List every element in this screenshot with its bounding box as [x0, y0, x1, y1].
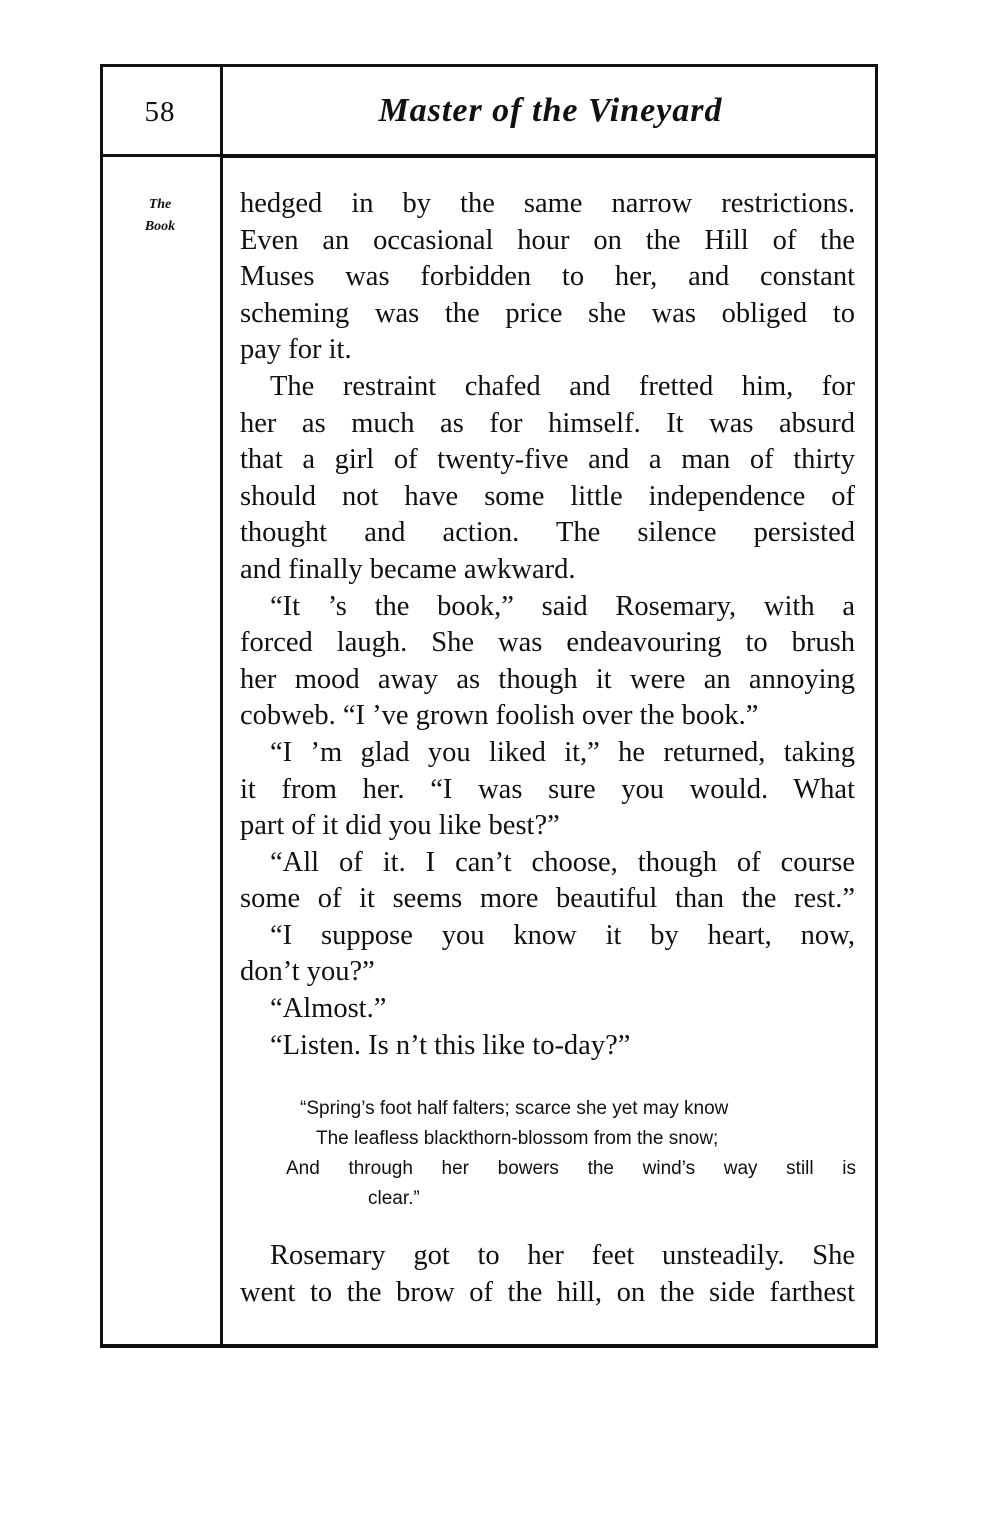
poem-line: The leafless blackthorn-blossom from the snow; — [316, 1128, 719, 1149]
text-line: it from her. “I was sure you would. What — [240, 773, 855, 805]
text-line: part of it did you like best?” — [240, 810, 560, 842]
body-text — [240, 186, 855, 1064]
sidenote-line: The — [148, 197, 172, 212]
margin-sidenote — [100, 194, 220, 238]
text-line: her mood away as though it were an annoying — [240, 663, 855, 695]
header-rule-left — [100, 154, 220, 157]
text-line: thought and action. The silence persisted — [240, 517, 855, 549]
text-line: Muses was forbidden to her, and constant — [240, 261, 855, 293]
text-line: “I ’m glad you liked it,” he returned, taking — [270, 736, 855, 768]
text-line: cobweb. “I ’ve grown foolish over the book.” — [240, 700, 759, 732]
body-text-continued — [240, 1238, 855, 1311]
margin-divider — [220, 64, 223, 1348]
header-rule-right — [223, 154, 878, 158]
text-line: forced laugh. She was endeavouring to brush — [240, 627, 855, 659]
text-line: don’t you?” — [240, 956, 375, 988]
text-line: some of it seems more beautiful than the rest.” — [240, 883, 855, 915]
text-line: “Listen. Is n’t this like to-day?” — [270, 1029, 631, 1061]
text-line: Rosemary got to her feet unsteadily. She — [270, 1240, 855, 1271]
quoted-poem — [286, 1094, 856, 1214]
text-line: “All of it. I can’t choose, though of course — [270, 846, 855, 878]
text-line: pay for it. — [240, 334, 352, 366]
text-line: should not have some little independence of — [240, 480, 855, 512]
text-line: “It ’s the book,” said Rosemary, with a — [270, 590, 855, 622]
poem-line: “Spring’s foot half falters; scarce she yet may know — [300, 1098, 729, 1119]
poem-line: clear.” — [368, 1188, 420, 1209]
text-line: “I suppose you know it by heart, now, — [270, 919, 855, 951]
page-number: 58 — [144, 96, 176, 128]
text-line: scheming was the price she was obliged to — [240, 297, 855, 329]
text-line: that a girl of twenty-five and a man of thirty — [240, 444, 855, 476]
text-line: her as much as for himself. It was absurd — [240, 407, 855, 439]
text-line: went to the brow of the hill, on the side farthest — [240, 1276, 855, 1308]
sidenote-line: Book — [144, 219, 176, 234]
text-line: The restraint chafed and fretted him, for — [270, 370, 855, 402]
text-line: Even an occasional hour on the Hill of the — [240, 224, 855, 256]
text-line: and finally became awkward. — [240, 553, 576, 585]
poem-line: And through her bowers the wind’s way still is — [286, 1158, 856, 1179]
text-line: “Almost.” — [270, 993, 387, 1025]
running-title: Master of the Vineyard — [378, 92, 723, 129]
text-line: hedged in by the same narrow restrictions. — [240, 188, 855, 219]
